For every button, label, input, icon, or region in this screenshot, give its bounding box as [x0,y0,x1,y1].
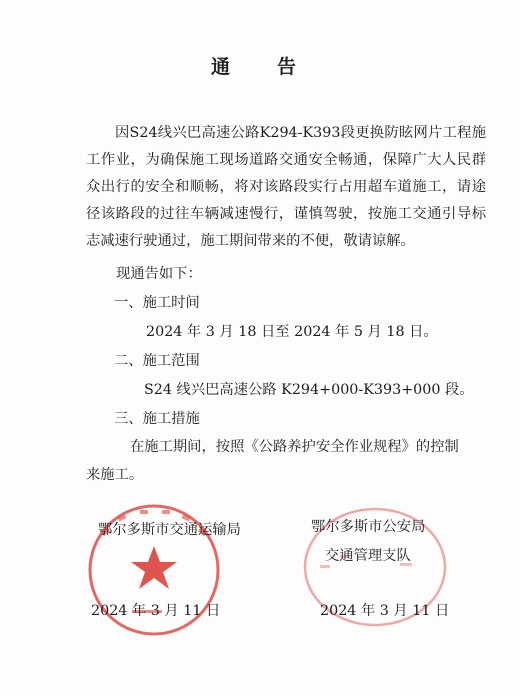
section-3-content-cont: 来施工。 [86,467,144,483]
issuer-2-name-line1: 鄂尔多斯市公安局 [311,519,426,535]
notice-title: 通 告 [210,56,310,78]
section-3-heading: 三、施工措施 [114,411,200,427]
section-2-heading: 二、施工范围 [114,353,200,369]
section-2-content: S24 线兴巴高速公路 K294+000-K393+000 段。 [144,382,474,398]
section-1-content: 2024 年 3 月 18 日至 2024 年 5 月 18 日。 [146,324,438,340]
issuer-1-name: 鄂尔多斯市交通运输局 [98,522,241,538]
issuer-2-name-line2: 交通管理支队 [325,548,411,564]
section-1-heading: 一、施工时间 [114,295,200,311]
issuer-2-date: 2024 年 3 月 11 日 [320,603,450,619]
notice-body: 因S24线兴巴高速公路K294-K393段更换防眩网片工程施工作业，为确保施工现场道路交通安全畅通，保障广大人民群众出行的安全和顺畅，将对该路段实行占用超车道施工，请途径该路段的过往车辆减速慢行，谨慎驾驶，按施工交通引导标志减速行驶通过，施工期间带来的不便，敬请谅解。 [86,125,486,249]
notice-intro: 现通告如下： [116,266,202,282]
issuer-1-date: 2024 年 3 月 11 日 [91,603,221,619]
section-3-content: 在施工期间，按照《公路养护安全作业规程》的控制 [130,439,459,455]
